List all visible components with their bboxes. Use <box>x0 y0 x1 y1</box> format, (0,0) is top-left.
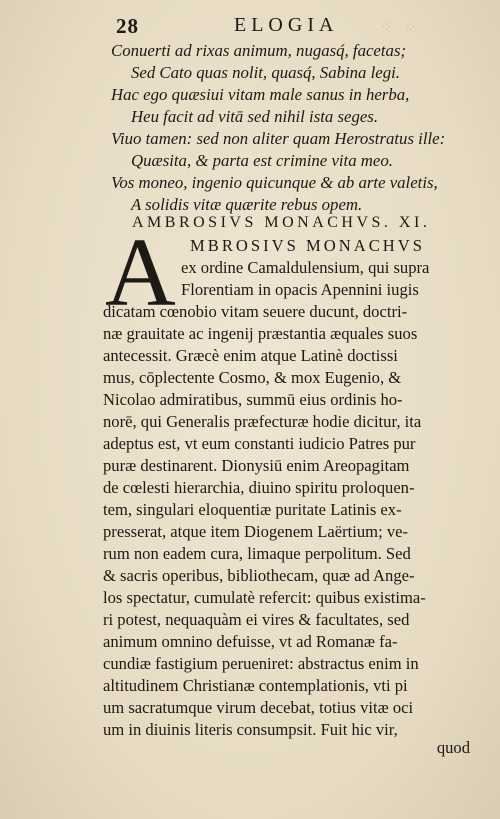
drop-cap: A <box>105 219 176 327</box>
verse-line: Vos moneo, ingenio quicunque & ab arte valetis, <box>111 173 438 192</box>
bleed-through-mark: ⁘ ⁘ <box>380 20 421 36</box>
prose-line: presserat, atque item Diogenem Laërtium; ve- <box>103 522 409 541</box>
prose-line: Nicolao admiratibus, summū eius ordinis ho- <box>103 390 403 409</box>
prose-line: MBROSIVS MONACHVS <box>190 236 425 255</box>
prose-line: um sacratumque virum decebat, totius vitæ oci <box>103 698 414 717</box>
verse-line: Sed Cato quas nolit, quasq́, Sabina legi. <box>131 63 400 82</box>
prose-line: cundiæ fastigium perueniret: abstractus enim in <box>103 654 419 673</box>
prose-line: Florentiam in opacis Apennini iugis <box>181 280 419 299</box>
prose-line: altitudinem Christianæ contemplationis, vti pi <box>103 676 408 695</box>
prose-line: tem, singulari eloquentiæ puritate Latinis ex- <box>103 500 402 519</box>
verse-line: Viuo tamen: sed non aliter quam Herostratus ille: <box>111 129 446 148</box>
prose-line: & sacris operibus, bibliothecam, quæ ad Ange- <box>103 566 415 585</box>
page-number: 28 <box>116 14 139 38</box>
prose-line: ex ordine Camaldulensium, qui supra <box>181 258 430 277</box>
prose-line: dicatam cœnobio vitam seuere ducunt, doctri- <box>103 302 408 321</box>
verse-line: A solidis vitæ quærite rebus opem. <box>131 195 363 214</box>
prose-line: ri potest, nequaquàm ei vires & facultates, sed <box>103 610 410 629</box>
verse-line: Hac ego quæsiui vitam male sanus in herba, <box>111 85 410 104</box>
prose-line: puræ destinarent. Dionysiū enim Areopagitam <box>103 456 410 475</box>
page-header <box>116 14 476 40</box>
verse-line: Quæsita, & parta est crimine vita meo. <box>131 151 393 170</box>
prose-line: mus, cōplectente Cosmo, & mox Eugenio, & <box>103 368 402 387</box>
verse-line: Conuerti ad rixas animum, nugasq́, facetas; <box>111 41 407 60</box>
running-title: ELOGIA <box>234 14 339 36</box>
section-title: AMBROSIVS MONACHVS. XI. <box>132 214 431 231</box>
prose-line: um in diuinis literis consumpsit. Fuit hic vir, <box>103 720 398 739</box>
prose-line: animum omnino defuisse, vt ad Romanæ fa- <box>103 632 398 651</box>
prose-line: de cœlesti hierarchia, diuino spiritu proloquen- <box>103 478 415 497</box>
catchword: quod <box>436 738 470 757</box>
prose-line: rum non eadem cura, limaque perpolitum. Sed <box>103 544 411 563</box>
prose-line: los spectatur, cumulatè refercit: quibus existima- <box>103 588 426 607</box>
prose-line: norē, qui Generalis præfecturæ hodie dicitur, ita <box>103 412 422 431</box>
prose-line: antecessit. Græcè enim atque Latinè doctissi <box>103 346 398 365</box>
prose-line: adeptus est, vt eum constanti iudicio Patres pur <box>103 434 416 453</box>
prose-line: næ grauitate ac ingenij præstantia æquales suos <box>103 324 418 343</box>
verse-line: Heu facit ad vitā sed nihil ista seges. <box>131 107 379 126</box>
